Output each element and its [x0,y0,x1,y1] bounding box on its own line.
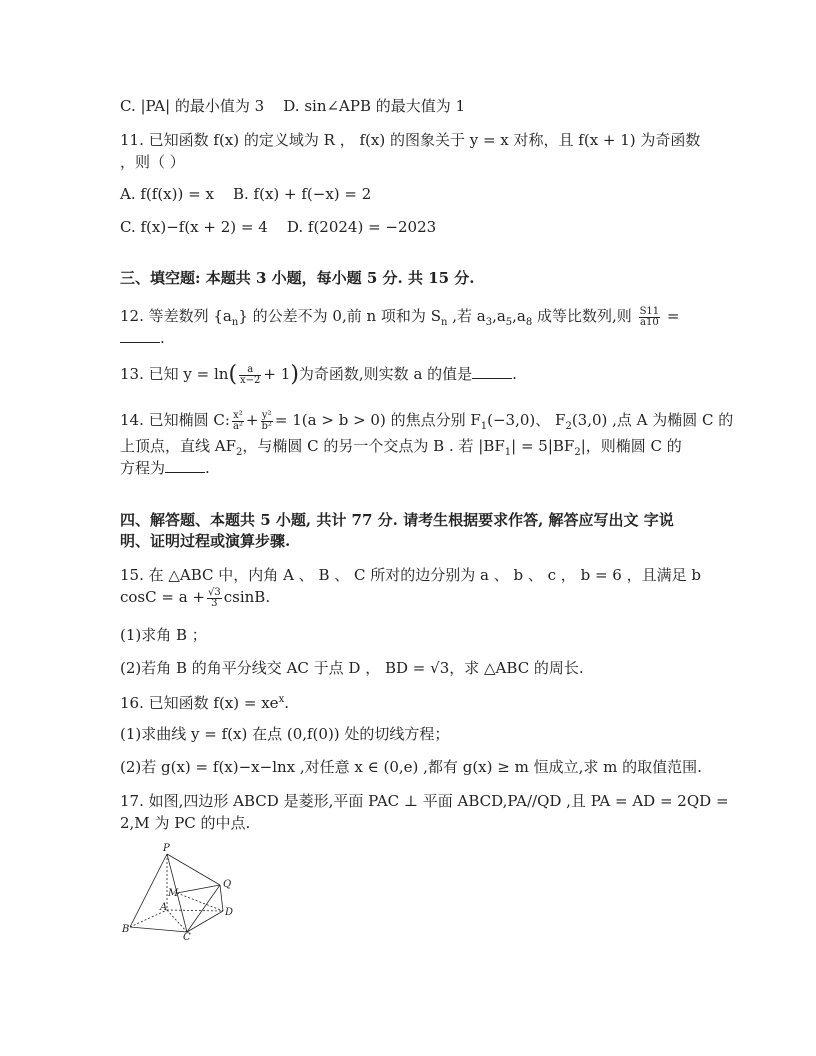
q11-option-b: B. f(x) + f(−x) = 2 [232,185,372,203]
q14-text: | = 5|BF [511,437,575,455]
q12-text: . [160,329,165,347]
q16-text: 16. 已知函数 f(x) = xe [120,694,279,712]
q13-text: 13. 已知 y = ln [120,365,229,383]
edge-pq [167,854,220,885]
q15-frac-num: √3 [208,586,221,598]
q13-line [120,364,517,386]
q15-text: cosC = a + [120,588,205,606]
q11-stem-line1: 11. 已知函数 f(x) 的定义域为 R ， f(x) 的图象关于 y = x 对称，且 f(x + 1) 为奇函数 [120,131,701,149]
q12-sub: n [440,317,448,328]
q16-sup: x [278,694,285,705]
q12-frac-num: S11 [639,305,660,317]
q16-part2: (2)若 g(x) = f(x)−x−lnx ,对任意 x ∈ (0,e) ,都有 g(x) ≥ m 恒成立,求 m 的取值范围. [120,758,702,776]
q14-frac-den: a² [232,420,243,432]
q17-line2: 2,M 为 PC 的中点. [120,814,251,832]
q11-option-d: D. f(2024) = −2023 [286,218,437,236]
q12-text: } 的公差不为 0,前 n 项和为 S [238,307,441,325]
q17-figure [120,840,245,940]
q14-period: . [205,459,210,477]
q12-answer-blank[interactable] [120,328,160,343]
q14-frac-x [232,411,244,432]
q11-option-a: A. f(f(x)) = x [120,185,214,203]
label-b: B [122,924,130,935]
q12-text: ,a [492,307,506,325]
q13-paren-close: ) [290,362,299,387]
q13-text: + 1 [263,365,291,383]
q14-text: ，与椭圆 C 的另一个交点为 B . 若 |BF [242,437,505,455]
edge-bc [130,927,187,932]
q14-text: |，则椭圆 C 的 [580,437,682,455]
q15-line2 [120,587,270,609]
q14-text: 上顶点，直线 AF [120,437,237,455]
q11-options-ab [120,184,371,204]
section-3-heading: 三、填空题: 本题共 3 小题，每小题 5 分. 共 15 分. [120,269,475,287]
q12-sub: 5 [505,317,513,328]
q13-fraction [239,365,261,386]
q14-text: 14. 已知椭圆 C: [120,411,230,429]
section-4-heading-line2: 明、证明过程或演算步骤. [120,532,291,550]
q14-line1 [120,410,733,437]
edge-ad [167,910,223,911]
q11-options-cd [120,217,436,237]
q16-stem [120,690,289,713]
edge-md [177,893,223,911]
label-a: A [160,902,168,913]
q12-text: ,若 a [447,307,486,325]
q14-frac-num: y² [261,409,272,421]
edge-cd [187,911,223,932]
q16-part1: (1)求曲线 y = f(x) 在点 (0,f(0)) 处的切线方程； [120,725,450,743]
q17-line1: 17. 如图,四边形 ABCD 是菱形,平面 PAC ⊥ 平面 ABCD,PA//QD ,且 PA = AD = 2QD = [120,792,729,810]
q14-text: + [245,411,259,429]
q15-fraction [207,588,222,609]
q14-frac-num: x² [233,409,243,421]
q15-text: ，求 △ABC 的周长. [449,659,584,677]
q13-text: . [512,365,517,383]
q13-frac-num: a [239,365,261,376]
q12-text: 成等比数列,则 [532,307,637,325]
q15-part1: (1)求角 B ； [120,626,207,644]
q15-sqrt: √3 [430,659,450,677]
q10-option-d: D. sin∠APB 的最大值为 1 [283,97,466,115]
q14-frac-y [261,411,273,432]
q14-sub: 2 [574,447,581,458]
q11-option-c: C. f(x)−f(x + 2) = 4 [120,218,268,236]
q15-frac-den: 3 [211,597,218,609]
q15-line1: 15. 在 △ABC 中，内角 A 、 B 、 C 所对的边分别为 a 、 b 、 c ， b = 6 ，且满足 b [120,566,701,584]
q12-text: ,a [512,307,526,325]
q14-text: (3,0) ,点 A 为椭圆 C 的 [571,411,734,429]
q12-sub: 3 [485,317,493,328]
q15-text: csinB. [223,588,271,606]
label-p: P [163,843,170,854]
q14-sub: 1 [480,421,488,432]
q12-frac-den: a10 [640,316,659,328]
q13-answer-blank[interactable] [472,364,512,379]
edge-pb [130,854,167,927]
q14-sub: 2 [565,421,572,432]
q12-sub: 8 [525,317,533,328]
q14-text: (−3,0)、 F [487,411,566,429]
q10-options-cd [120,96,465,116]
q12-text: = [662,307,680,325]
q14-text: = 1(a > b > 0) 的焦点分别 F [274,411,481,429]
q15-part2 [120,658,584,678]
q12-line1 [120,306,679,333]
edge-qc [187,885,220,932]
q12-fraction [639,307,661,328]
q16-text: . [284,694,289,712]
q14-line3 [120,458,210,478]
q14-frac-den: b² [261,420,272,432]
q13-frac-den: x−2 [240,374,261,386]
q10-option-c: C. |PA| 的最小值为 3 [120,97,265,115]
q15-text: (2)若角 B 的角平分线交 AC 于点 D ， BD = [120,659,431,677]
q12-text: 12. 等差数列 {a [120,307,232,325]
q12-sub: n [231,317,239,328]
section-4-heading-line1: 四、解答题、本题共 5 小题, 共计 77 分. 请考生根据要求作答, 解答应写出文 字说 [120,511,674,529]
label-c: C [183,932,191,940]
q14-text: 方程为 [120,459,166,477]
q14-answer-blank[interactable] [165,458,205,473]
label-m: M [168,888,179,899]
q13-text: 为奇函数,则实数 a 的值是 [298,365,473,383]
q14-sub: 1 [504,447,512,458]
label-q: Q [223,879,232,890]
q14-sub: 2 [236,447,243,458]
q11-stem-line2: ，则（ ） [120,153,185,171]
label-d: D [225,907,234,918]
edge-mq [177,885,220,893]
q13-paren-open: ( [228,362,238,387]
q12-line2 [120,328,165,348]
